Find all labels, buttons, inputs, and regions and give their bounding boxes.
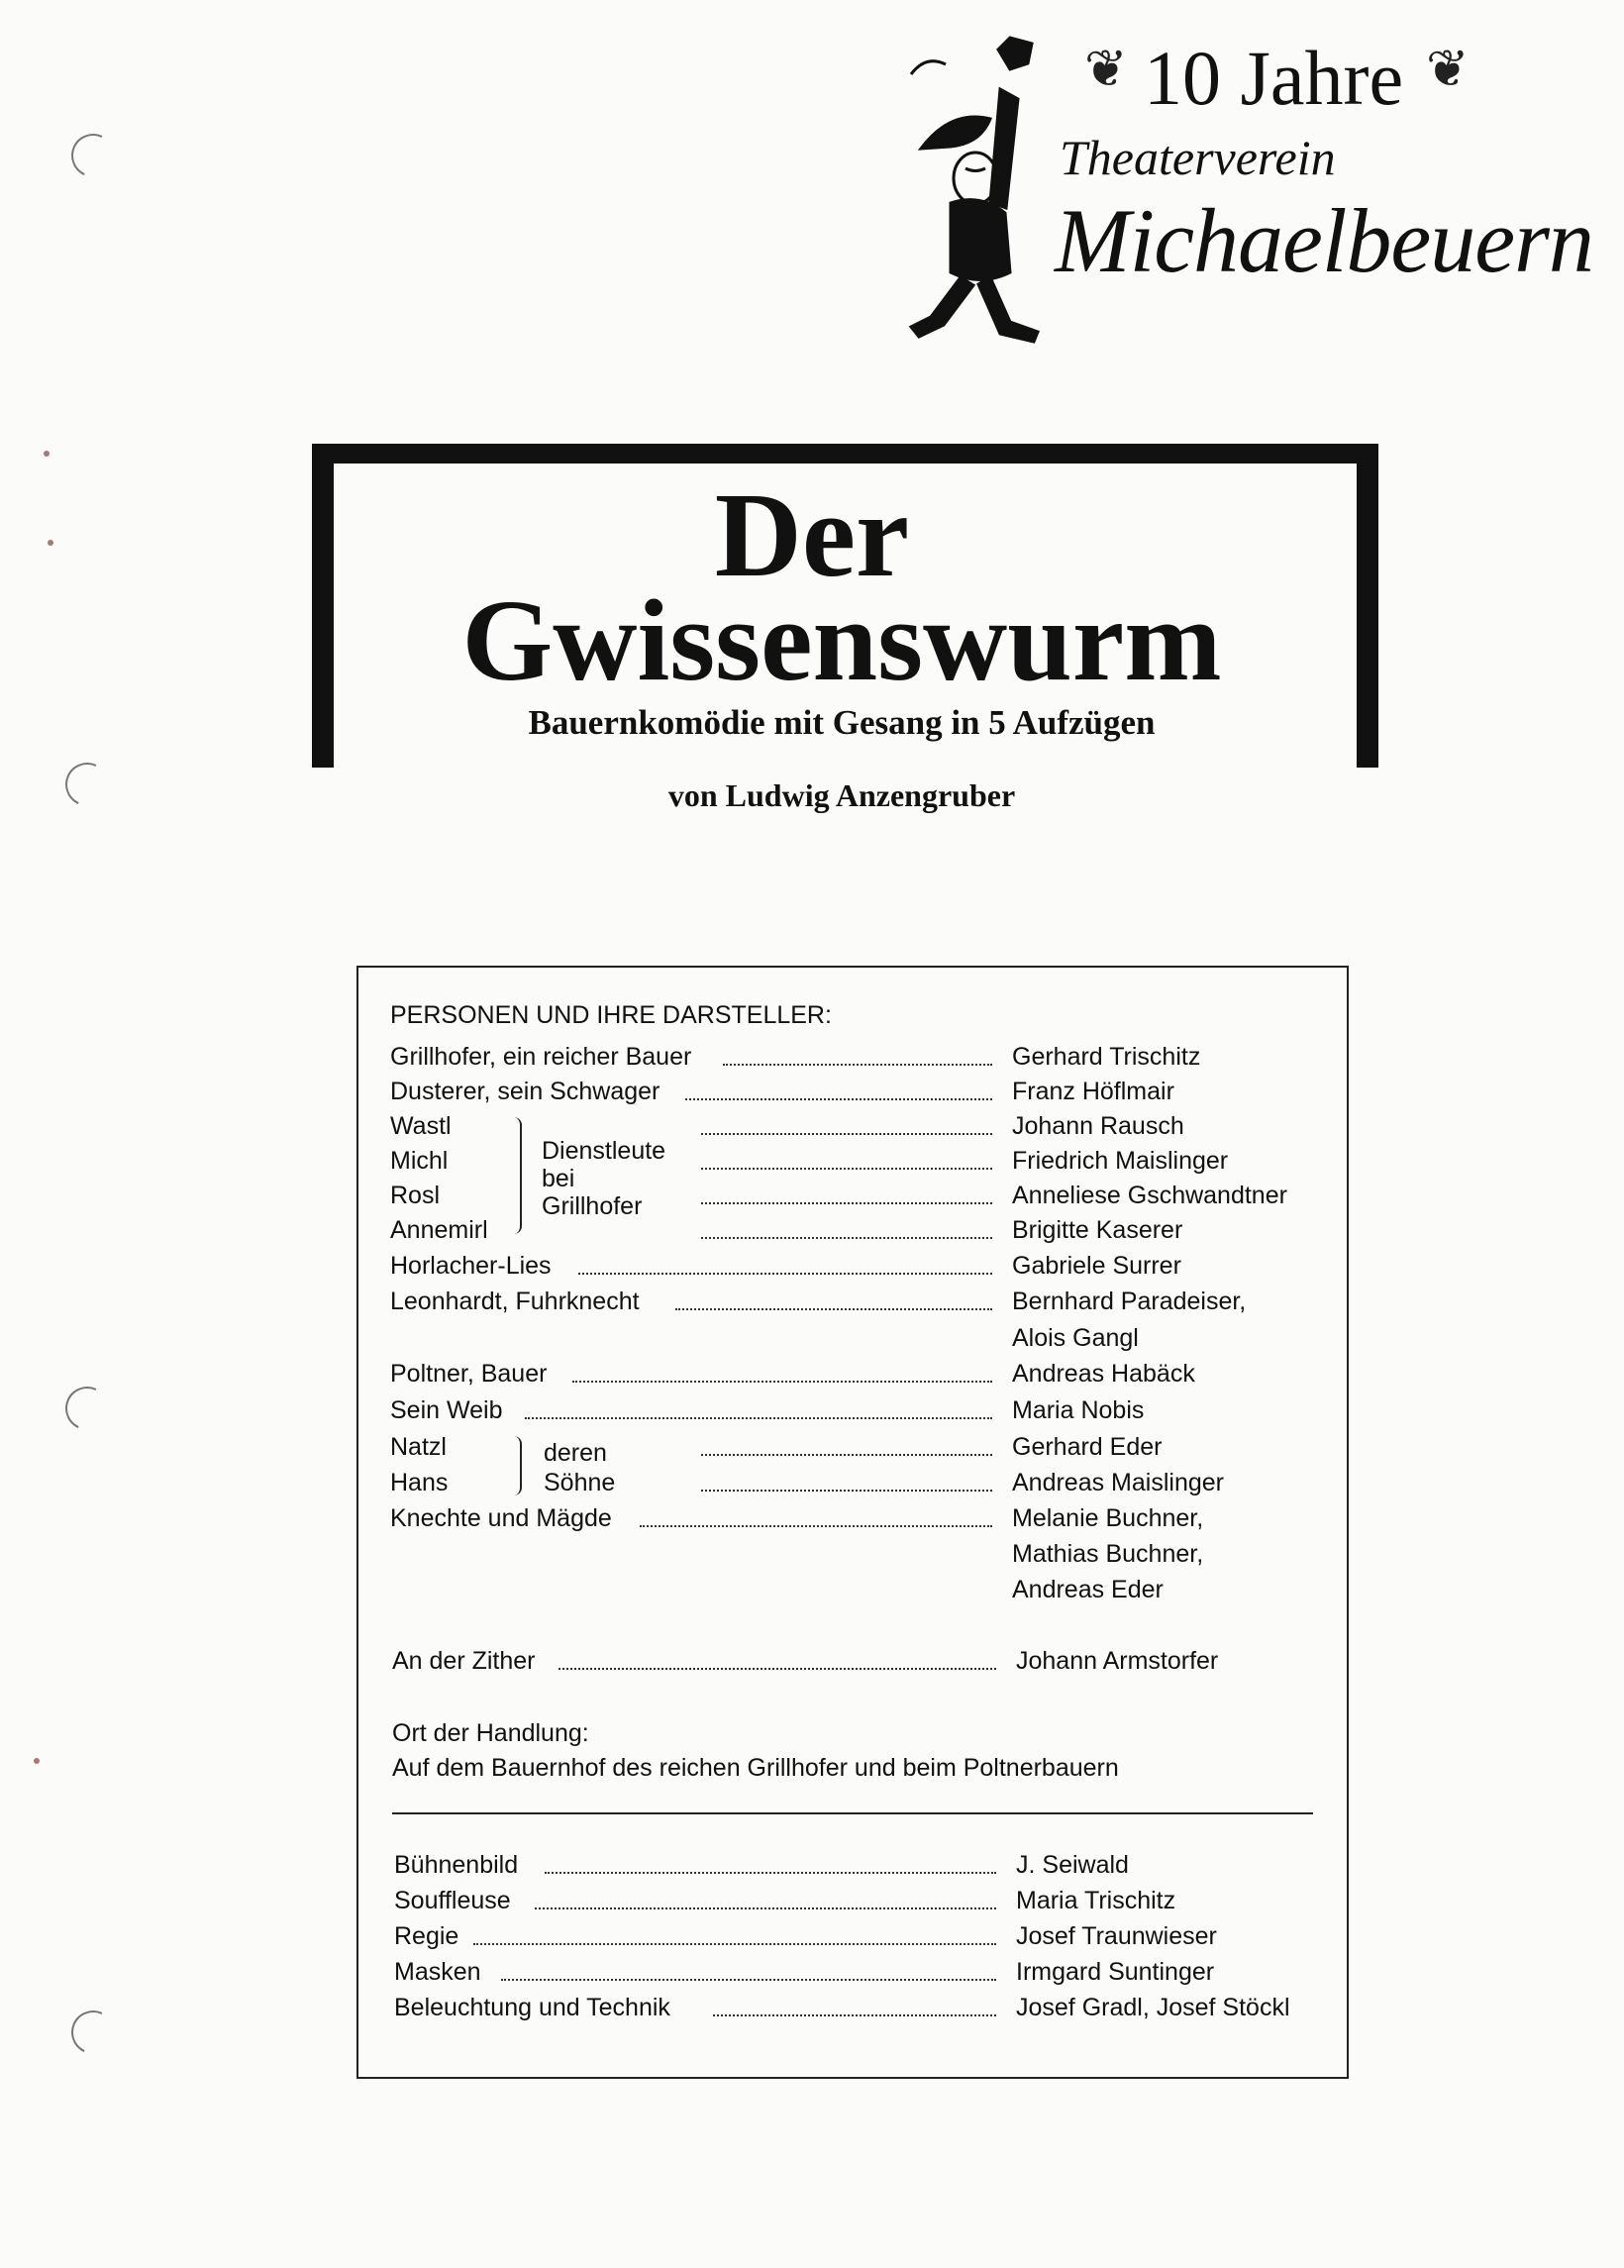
dot-leader bbox=[535, 1906, 996, 1909]
dot-leader bbox=[723, 1062, 992, 1066]
role-name: Hans bbox=[390, 1469, 449, 1496]
actor-name: Brigitte Kaserer bbox=[1012, 1216, 1183, 1244]
dot-leader bbox=[640, 1523, 992, 1527]
role-name: Poltner, Bauer bbox=[390, 1360, 548, 1388]
group-label: deren bbox=[544, 1439, 607, 1467]
actor-name: Anneliese Gschwandtner bbox=[1012, 1182, 1287, 1209]
role-name: Horlacher-Lies bbox=[390, 1252, 552, 1280]
dot-leader bbox=[701, 1235, 992, 1239]
actor-name: Andreas Maislinger bbox=[1012, 1469, 1224, 1496]
actor-name: Andreas Habäck bbox=[1012, 1360, 1195, 1388]
crew-label: Beleuchtung und Technik bbox=[394, 1994, 670, 2021]
group-label: Dienstleute bbox=[542, 1137, 666, 1165]
anniversary-text: 10 Jahre bbox=[1144, 35, 1404, 121]
crew-label: Masken bbox=[394, 1958, 481, 1986]
dot-leader bbox=[701, 1488, 992, 1492]
actor-name: Franz Höflmair bbox=[1012, 1078, 1174, 1105]
dot-leader bbox=[545, 1870, 996, 1874]
section-divider bbox=[392, 1812, 1313, 1814]
dot-leader bbox=[525, 1415, 992, 1419]
crew-name: Maria Trischitz bbox=[1016, 1887, 1176, 1914]
dot-leader bbox=[701, 1131, 992, 1135]
role-name: Leonhardt, Fuhrknecht bbox=[390, 1288, 640, 1315]
actor-name: Gerhard Trischitz bbox=[1012, 1043, 1201, 1071]
role-name: Dusterer, sein Schwager bbox=[390, 1078, 660, 1105]
dot-leader bbox=[578, 1271, 992, 1275]
group-label: Grillhofer bbox=[542, 1192, 643, 1220]
actor-name: Melanie Buchner, bbox=[1012, 1504, 1204, 1532]
play-author: von Ludwig Anzengruber bbox=[667, 777, 1016, 813]
laurel-left-icon: ❦ bbox=[1084, 41, 1128, 98]
cast-heading: PERSONEN UND IHRE DARSTELLER: bbox=[390, 1001, 832, 1029]
role-name: Natzl bbox=[390, 1433, 447, 1461]
actor-name: Gerhard Eder bbox=[1012, 1433, 1163, 1461]
group-brace bbox=[510, 1117, 522, 1234]
actor-name: Mathias Buchner, bbox=[1012, 1540, 1204, 1568]
actor-name: Maria Nobis bbox=[1012, 1396, 1145, 1424]
role-name: Rosl bbox=[390, 1182, 441, 1209]
jester-figure-icon bbox=[881, 30, 1069, 347]
dot-leader bbox=[473, 1941, 996, 1945]
dot-leader bbox=[701, 1452, 992, 1456]
crew-name: Irmgard Suntinger bbox=[1016, 1958, 1215, 1986]
dot-leader bbox=[558, 1666, 996, 1670]
title-frame-top bbox=[312, 444, 1378, 464]
actor-name: Alois Gangl bbox=[1012, 1324, 1139, 1352]
play-title-line-2: Gwissenswurm bbox=[461, 575, 1222, 705]
actor-name: Bernhard Paradeiser, bbox=[1012, 1288, 1247, 1315]
dot-leader bbox=[572, 1379, 992, 1383]
dot-leader bbox=[701, 1166, 992, 1170]
punch-hole-4 bbox=[65, 2005, 121, 2060]
play-title-line-1: Der bbox=[714, 468, 910, 602]
actor-name: Friedrich Maislinger bbox=[1012, 1147, 1229, 1175]
role-name: Annemirl bbox=[390, 1216, 488, 1244]
role-name: Sein Weib bbox=[390, 1396, 503, 1424]
dot-leader bbox=[713, 2012, 996, 2016]
actor-name: Andreas Eder bbox=[1012, 1576, 1164, 1603]
crew-name: Josef Traunwieser bbox=[1016, 1922, 1217, 1950]
setting-text: Auf dem Bauernhof des reichen Grillhofer und beim Poltnerbauern bbox=[392, 1754, 1119, 1782]
punch-hole-3 bbox=[59, 1381, 115, 1436]
crew-label: Regie bbox=[394, 1922, 459, 1950]
group-brace bbox=[510, 1436, 522, 1495]
crew-name: Josef Gradl, Josef Stöckl bbox=[1016, 1994, 1290, 2021]
paper-speck bbox=[34, 1758, 40, 1764]
role-name: Wastl bbox=[390, 1112, 452, 1140]
zither-actor: Johann Armstorfer bbox=[1016, 1647, 1219, 1675]
dot-leader bbox=[701, 1200, 992, 1204]
role-name: Grillhofer, ein reicher Bauer bbox=[390, 1043, 692, 1071]
zither-label: An der Zither bbox=[392, 1647, 536, 1675]
role-name: Knechte und Mägde bbox=[390, 1504, 612, 1532]
dot-leader bbox=[675, 1306, 992, 1310]
crew-label: Bühnenbild bbox=[394, 1851, 519, 1879]
play-subtitle: Bauernkomödie mit Gesang in 5 Aufzügen bbox=[528, 703, 1156, 742]
group-label: bei bbox=[542, 1165, 575, 1192]
punch-hole-1 bbox=[65, 128, 121, 183]
role-name: Michl bbox=[390, 1147, 449, 1175]
village-name: Michaelbeuern bbox=[1055, 190, 1593, 291]
group-label: Söhne bbox=[544, 1469, 616, 1496]
dot-leader bbox=[685, 1096, 992, 1100]
dot-leader bbox=[501, 1977, 996, 1981]
setting-label: Ort der Handlung: bbox=[392, 1719, 589, 1747]
crew-name: J. Seiwald bbox=[1016, 1851, 1129, 1879]
laurel-right-icon: ❦ bbox=[1426, 41, 1470, 98]
club-name: Theaterverein bbox=[1060, 130, 1336, 185]
actor-name: Gabriele Surrer bbox=[1012, 1252, 1181, 1280]
paper-speck bbox=[44, 451, 50, 457]
crew-label: Souffleuse bbox=[394, 1887, 511, 1914]
actor-name: Johann Rausch bbox=[1012, 1112, 1184, 1140]
cast-box-bottom-rule bbox=[356, 2077, 1347, 2079]
